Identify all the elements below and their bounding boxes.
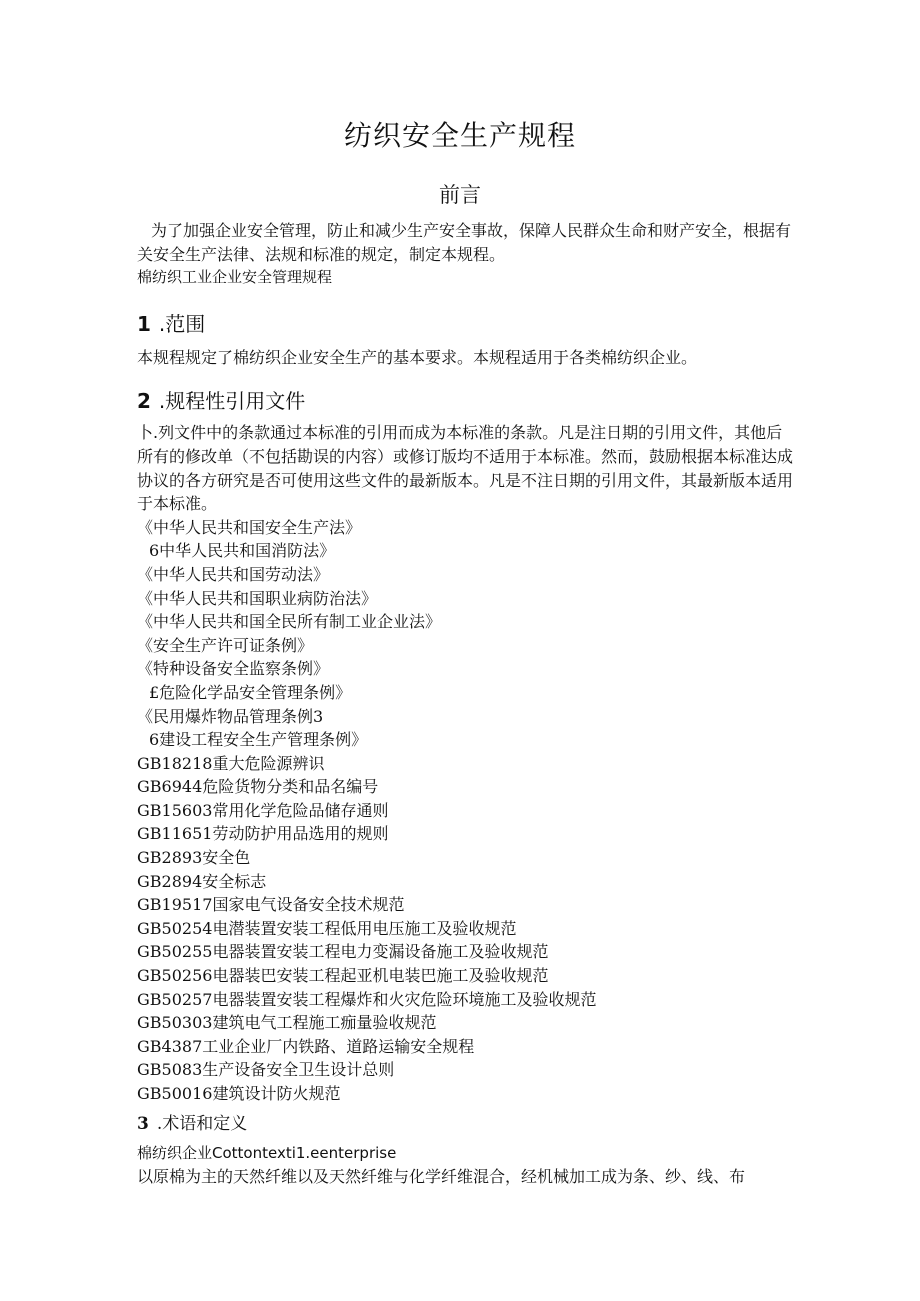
reference-list [137,516,797,1106]
reference-item: GB50016建筑设计防火规范 [137,1084,341,1103]
section-1-text: 本规程规定了棉纺织企业安全生产的基本要求。本规程适用于各类棉纺织企业。 [137,347,698,367]
section-1-title: .范围 [158,311,206,336]
reference-item: 《中华人民共和国全民所有制工业企业法》 [137,612,442,632]
preface-heading: 前言 [439,183,481,207]
reference-item: 《安全生产许可证条例》 [137,635,314,655]
section-3-number: 3 [137,1113,149,1134]
section-1-number: 1 [137,311,151,336]
reference-item: £危险化学品安全管理条例》 [149,682,352,702]
reference-item: 《中华人民共和国职业病防治法》 [137,588,378,608]
document-body [137,219,797,1189]
reference-item: GB11651劳动防护用品选用的规则 [137,824,389,844]
section-3-term: 棉纺织企业Cottontexti1.eenterprise [137,1143,397,1162]
section-3-title: .术语和定义 [156,1113,248,1134]
reference-item: GB6944危险货物分类和品名编号 [137,777,379,797]
reference-item: GB5083生产设备安全卫生设计总则 [137,1060,395,1080]
reference-item: 《民用爆炸物品管理条例3 [137,706,324,726]
reference-item: GB50257电器装置安装工程爆炸和火灾危险环境施工及验收规范 [137,989,597,1009]
reference-item: GB50254电潜装置安装工程低用电压施工及验收规范 [137,918,517,938]
reference-item: GB2894安全标志 [137,871,267,891]
reference-item: GB4387工业企业厂内铁路、道路运输安全规程 [137,1036,475,1056]
section-1-heading [137,310,797,338]
reference-item: GB19517国家电气设备安全技术规范 [137,895,405,915]
reference-item: GB50303建筑电气工程施工痂量验收规范 [137,1013,437,1033]
reference-item: 6中华人民共和国消防法》 [149,541,336,561]
section-2-number: 2 [137,389,151,414]
section-2-intro: 卜.列文件中的条款通过本标准的引用而成为本标准的条款。凡是注日期的引用文件，其他后所有的修改单（不包括勘误的内容）或修订版均不适用于本标准。然而，鼓励根据本标准达成协议的各方研究是否可使用这些文件的最新版本。凡是不注日期的引用文件，其最新版本适用于本标准。 [137,423,794,514]
reference-item: 《特种设备安全监察条例》 [137,659,330,679]
preface-paragraph: 为了加强企业安全管理，防止和减少生产安全事故，保障人民群众生命和财产安全，根据有关安全生产法律、法规和标准的规定，制定本规程。 [137,221,792,264]
document-title: 纺织安全生产规程 [343,119,576,152]
section-2-heading [137,387,797,415]
section-3-heading [137,1110,797,1138]
reference-item: GB50255电器装置安装工程电力变漏设备施工及验收规范 [137,942,549,962]
reference-item: GB2893安全色 [137,848,251,868]
reference-item: 《中华人民共和国劳动法》 [137,564,330,584]
reference-item: GB15603常用化学危险品储存通则 [137,800,389,820]
section-3-definition: 以原棉为主的天然纤维以及天然纤维与化学纤维混合，经机械加工成为条、纱、线、布 [137,1167,746,1187]
reference-item: GB18218重大危险源辨识 [137,753,325,773]
reference-item: 6建设工程安全生产管理条例》 [149,730,368,750]
reference-item: 《中华人民共和国安全生产法》 [137,517,362,537]
section-2-title: .规程性引用文件 [158,389,306,414]
reference-item: GB50256电器装巴安装工程起亚机电装巴施工及验收规范 [137,966,549,986]
preface-subtitle: 棉纺织工业企业安全管理规程 [137,268,333,287]
